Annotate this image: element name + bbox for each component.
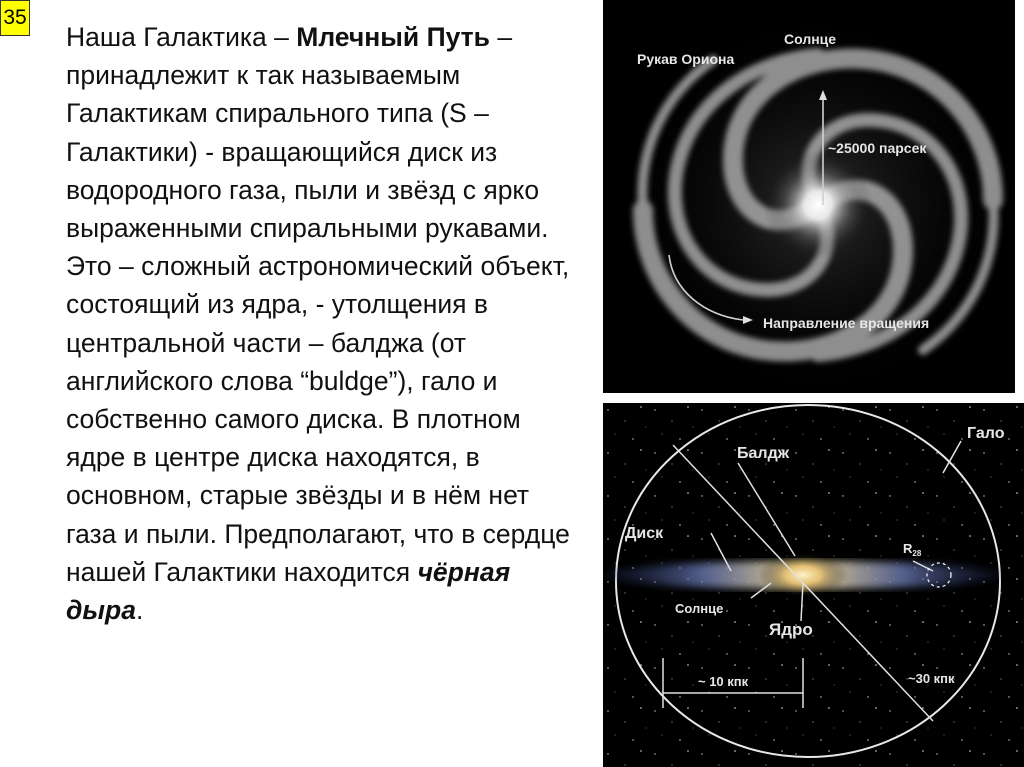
label-orion-arm: Рукав Ориона [637, 51, 735, 67]
text-intro: Наша Галактика – [66, 22, 297, 52]
label-bulge: Балдж [737, 445, 790, 462]
label-disk: Диск [625, 525, 664, 542]
description-paragraph [66, 18, 586, 629]
label-ten-kpc: ~ 10 кпк [698, 674, 749, 689]
label-r28: $R_{28}$ [903, 541, 922, 558]
label-sun: Солнце [784, 31, 837, 47]
label-core: Ядро [769, 620, 813, 639]
description-text [66, 18, 586, 629]
label-sun-bottom: Солнце [675, 601, 724, 616]
spiral-galaxy-image [603, 0, 1015, 393]
label-thirty-kpc: ~30 кпк [908, 671, 955, 686]
text-milky-way: Млечный Путь [296, 22, 490, 52]
galaxy-side-view-figure [603, 403, 1024, 767]
label-distance: ~25000 парсек [828, 140, 927, 156]
text-black-hole: чёрная дыра [66, 556, 511, 626]
text-period: . [135, 595, 144, 626]
spiral-galaxy-figure [603, 0, 1015, 393]
galactic-center-glow [763, 150, 873, 260]
slide-number-badge: 35 [0, 0, 30, 36]
label-rotation: Направление вращения [763, 315, 930, 331]
galaxy-side-view-image [603, 403, 1024, 767]
label-halo: Гало [967, 425, 1005, 442]
text-body: – принадлежит к так называемым Галактикам спирального типа (S – Галактики) - вращающийся диск из водородного газа, пыли и звёзд с ярко выраженными спиральными рукавами. Это – сложный астрономический объект, состоящий из ядра, - утолщения в центральной части – балджа (от английского слова “buldge”), гало и собственно самого диска. В плотном ядре в центре диска находятся, в основном, старые звёзды и в нём нет газа и пыли. Предполагают, что в сердце нашей Галактики находится [66, 22, 570, 587]
